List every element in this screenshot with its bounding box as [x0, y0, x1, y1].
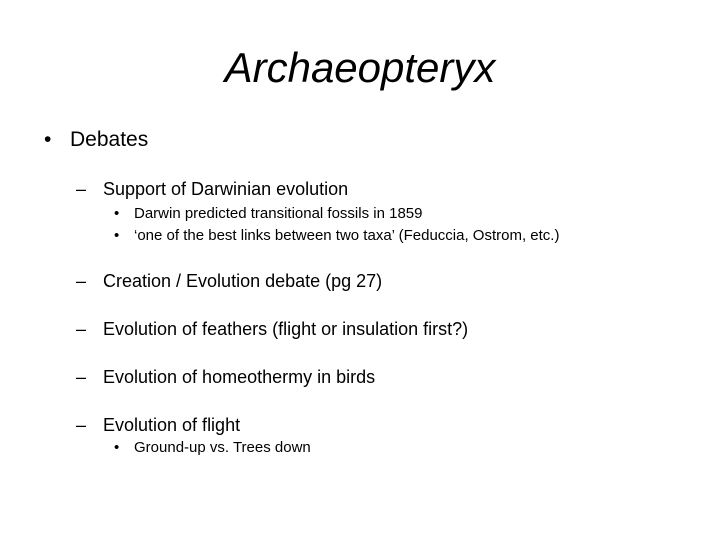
bullet-marker: •: [114, 227, 120, 244]
slide-title: Archaeopteryx: [224, 44, 496, 91]
subbullet-homeothermy: Evolution of homeothermy in birds: [103, 367, 376, 387]
bullet-debates: Debates: [70, 128, 149, 151]
bullet-marker: •: [114, 439, 120, 456]
subbullet-feathers: Evolution of feathers (flight or insulation first?): [103, 319, 469, 339]
subbullet-creation-debate: Creation / Evolution debate (pg 27): [103, 271, 383, 291]
subbullet-flight: Evolution of flight: [103, 415, 241, 435]
point-ground-up-trees-down: Ground-up vs. Trees down: [134, 439, 311, 456]
bullet-marker: •: [114, 205, 120, 222]
dash-marker: –: [76, 415, 87, 435]
bullet-marker: •: [44, 128, 52, 151]
dash-marker: –: [76, 367, 87, 387]
dash-marker: –: [76, 319, 87, 339]
subbullet-darwinian-support: Support of Darwinian evolution: [103, 179, 349, 199]
point-best-links: ‘one of the best links between two taxa’ (Feduccia, Ostrom, etc.): [134, 227, 560, 244]
dash-marker: –: [76, 271, 87, 291]
point-darwin-prediction: Darwin predicted transitional fossils in 1859: [134, 205, 423, 222]
dash-marker: –: [76, 179, 87, 199]
